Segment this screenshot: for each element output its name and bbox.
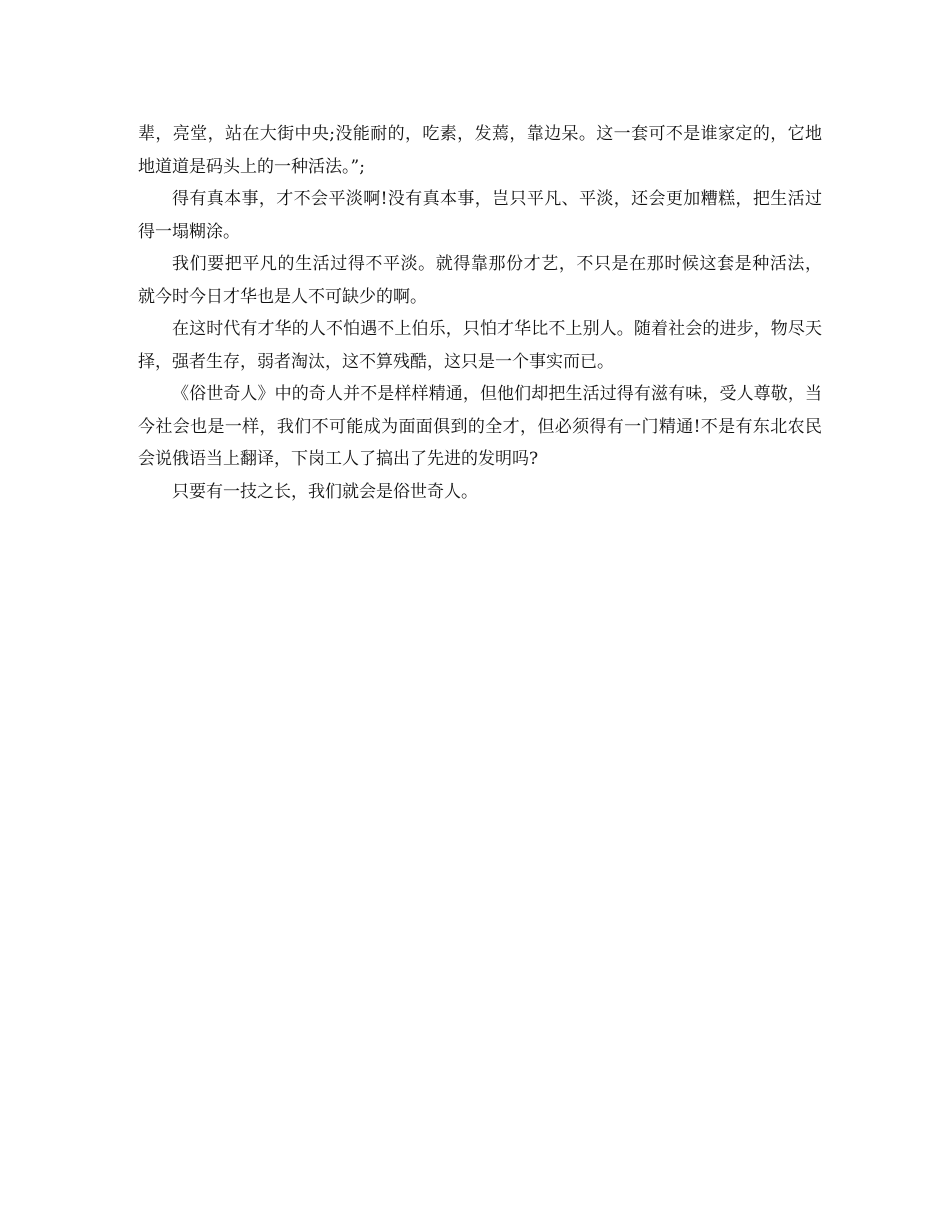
- paragraph-1: 辈，亮堂，站在大街中央;没能耐的，吃素，发蔫，靠边呆。这一套可不是谁家定的，它地地道道是码头上的一种活法。”;: [138, 124, 822, 177]
- paragraph-4: 在这时代有才华的人不怕遇不上伯乐，只怕才华比不上别人。随着社会的进步，物尽天择，强者生存，弱者淘汰，这不算残酷，这只是一个事实而已。: [138, 319, 822, 372]
- paragraph-2: 得有真本事，才不会平淡啊!没有真本事，岂只平凡、平淡，还会更加糟糕，把生活过得一塌糊涂。: [138, 189, 822, 242]
- document-body: [138, 118, 822, 508]
- paragraph-5: 《俗世奇人》中的奇人并不是样样精通，但他们却把生活过得有滋有味，受人尊敬，当今社会也是一样，我们不可能成为面面俱到的全才，但必须得有一门精通!不是有东北农民会说俄语当上翻译，下岗工人了搞出了先进的发明吗?: [138, 384, 822, 469]
- paragraph-3: 我们要把平凡的生活过得不平淡。就得靠那份才艺，不只是在那时候这套是种活法， 就今时今日才华也是人不可缺少的啊。: [138, 254, 822, 307]
- paragraph-6: 只要有一技之长，我们就会是俗世奇人。: [172, 481, 478, 502]
